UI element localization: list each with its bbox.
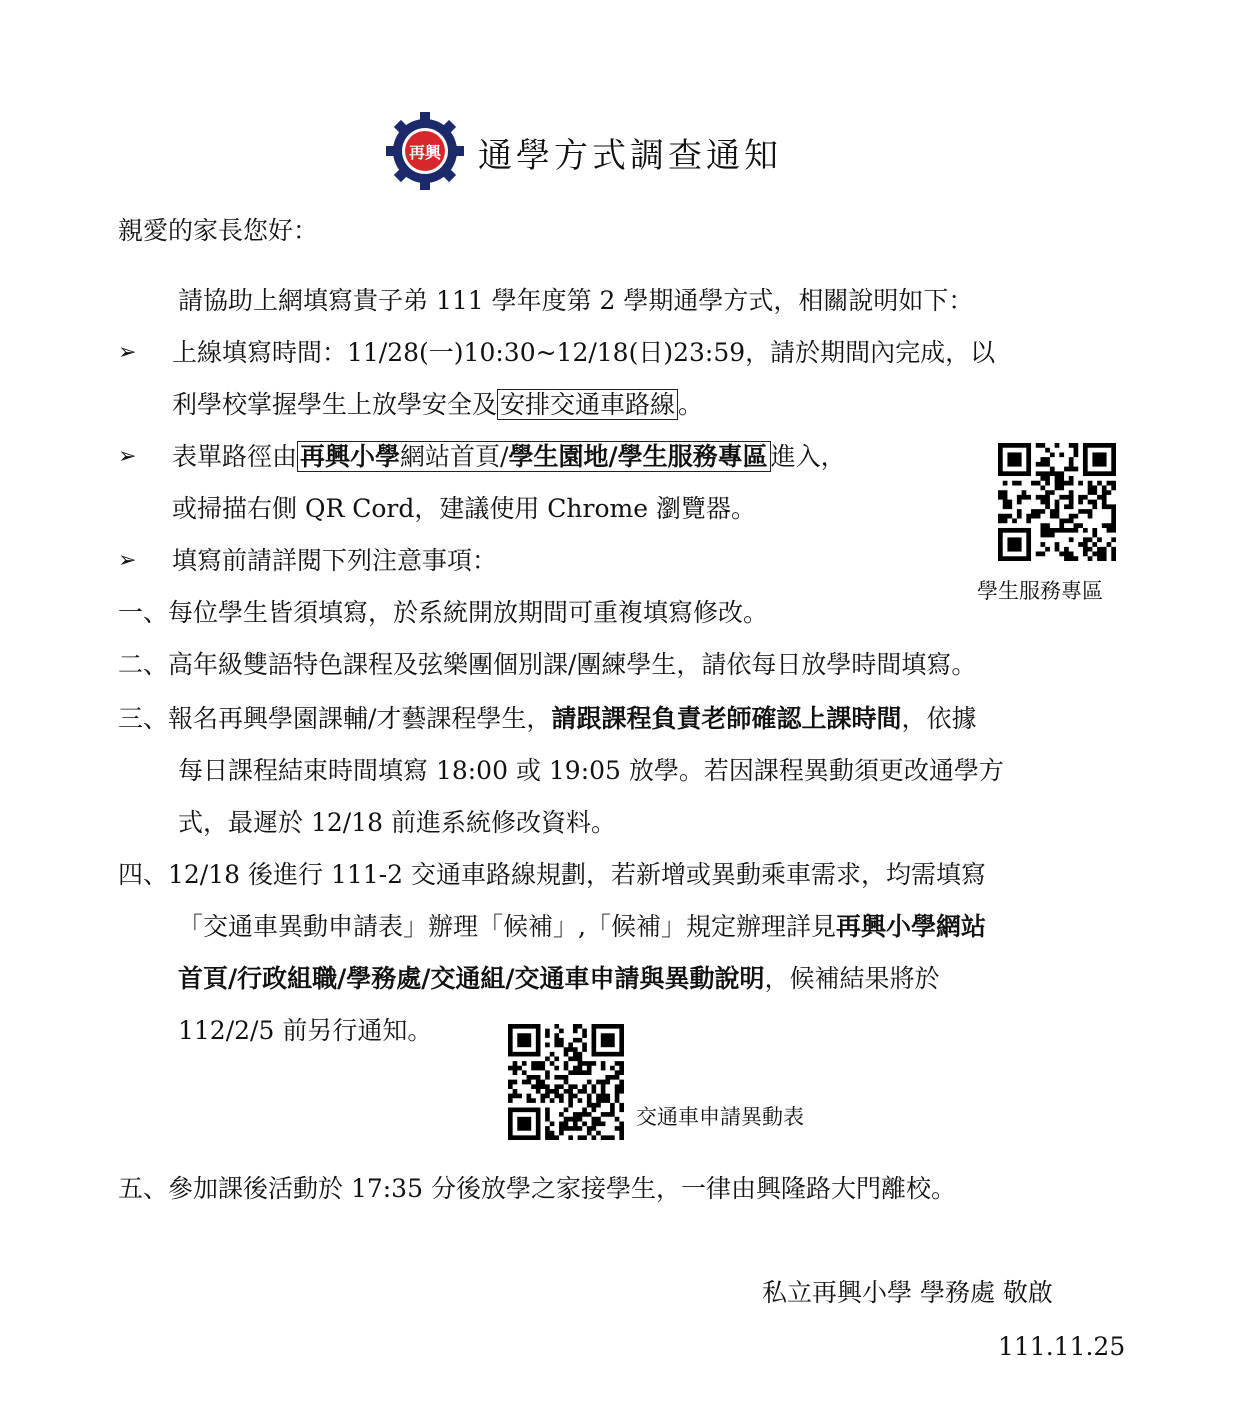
qr-finder-pattern [510, 1110, 538, 1138]
page-title: 通學方式調查通知 [478, 136, 782, 176]
bullet1-text: 利學校掌握學生上放學安全及 [172, 390, 498, 419]
bullet2-line2: 或掃描右側 QR Cord，建議使用 Chrome 瀏覽器。 [172, 494, 756, 523]
intro-text: 請協助上網填寫貴子弟 111 學年度第 2 學期通學方式，相關說明如下： [178, 286, 974, 315]
signature: 私立再興小學 學務處 敬啟 [762, 1278, 1053, 1307]
qr-finder-pattern [510, 1026, 538, 1054]
item-3-line2: 每日課程結束時間填寫 18:00 或 19:05 放學。若因課程異動須更改通學方 [178, 756, 1004, 785]
bullet-arrow: ➢ [118, 340, 137, 365]
item-4-line4: 112/2/5 前另行通知。 [178, 1016, 433, 1045]
qr-finder-pattern [594, 1026, 622, 1054]
qr1-caption: 學生服務專區 [977, 580, 1103, 603]
bullet1-line2 [172, 388, 703, 422]
item-4-post: ，候補結果將於 [764, 964, 940, 993]
bullet2-post: 進入， [770, 442, 846, 471]
path-school: 再興小學 [300, 442, 401, 471]
item-1: 一、每位學生皆須填寫，於系統開放期間可重複填寫修改。 [118, 598, 769, 627]
bullet3-line: 填寫前請詳閱下列注意事項： [172, 546, 498, 575]
qr-finder-pattern [1000, 445, 1028, 473]
item-4-path: 首頁/行政組職/學務處/交通組/交通車申請與異動說明 [178, 964, 765, 993]
item-3-line1 [118, 702, 976, 736]
bullet2-line1 [172, 440, 846, 474]
boxed-route-text: 安排交通車路線 [497, 389, 678, 420]
item-4-bold: 再興小學網站 [835, 912, 986, 941]
qr-code-student-service[interactable] [998, 443, 1116, 561]
bullet1-end: 。 [678, 390, 704, 419]
item-4-line1: 四、12/18 後進行 111-2 交通車路線規劃，若新增或異動乘車需求，均需填寫 [118, 860, 986, 889]
bullet2-pre: 表單路徑由 [172, 442, 298, 471]
path-service-zone: 學生服務專區 [617, 442, 768, 471]
item-3-post: ，依據 [901, 704, 977, 733]
greeting: 親愛的家長您好： [118, 216, 319, 245]
item-2: 二、高年級雙語特色課程及弦樂團個別課/團練學生，請依每日放學時間填寫。 [118, 650, 977, 679]
item-4-line2 [178, 910, 986, 944]
logo-text: 再興 [408, 143, 442, 162]
date: 111.11.25 [998, 1332, 1126, 1361]
qr-finder-pattern [1000, 530, 1028, 558]
qr-finder-pattern [1085, 445, 1113, 473]
bullet-arrow: ➢ [118, 444, 137, 469]
school-logo [384, 110, 466, 192]
item-5: 五、參加課後活動於 17:35 分後放學之家接學生，一律由興隆路大門離校。 [118, 1174, 956, 1203]
qr-code-bus-change-form[interactable] [508, 1024, 624, 1140]
item-3-line3: 式，最遲於 12/18 前進系統修改資料。 [178, 808, 616, 837]
item-4-line3 [178, 962, 940, 996]
item-3-bold: 請跟課程負責老師確認上課時間 [551, 704, 902, 733]
qr2-caption: 交通車申請異動表 [636, 1106, 804, 1129]
boxed-path-text [297, 441, 771, 472]
path-student-area: 學生園地 [508, 442, 609, 471]
path-slash: / [608, 442, 618, 471]
item-4-pre: 「交通車異動申請表」辦理「候補」,「候補」規定辦理詳見 [178, 912, 836, 941]
bullet1-line1: 上線填寫時間：11/28(一)10:30~12/18(日)23:59，請於期間內完成，以 [172, 338, 996, 367]
bullet-arrow: ➢ [118, 548, 137, 573]
item-3-pre: 三、報名再興學園課輔/才藝課程學生， [118, 704, 552, 733]
path-home: 網站首頁/ [400, 442, 509, 471]
